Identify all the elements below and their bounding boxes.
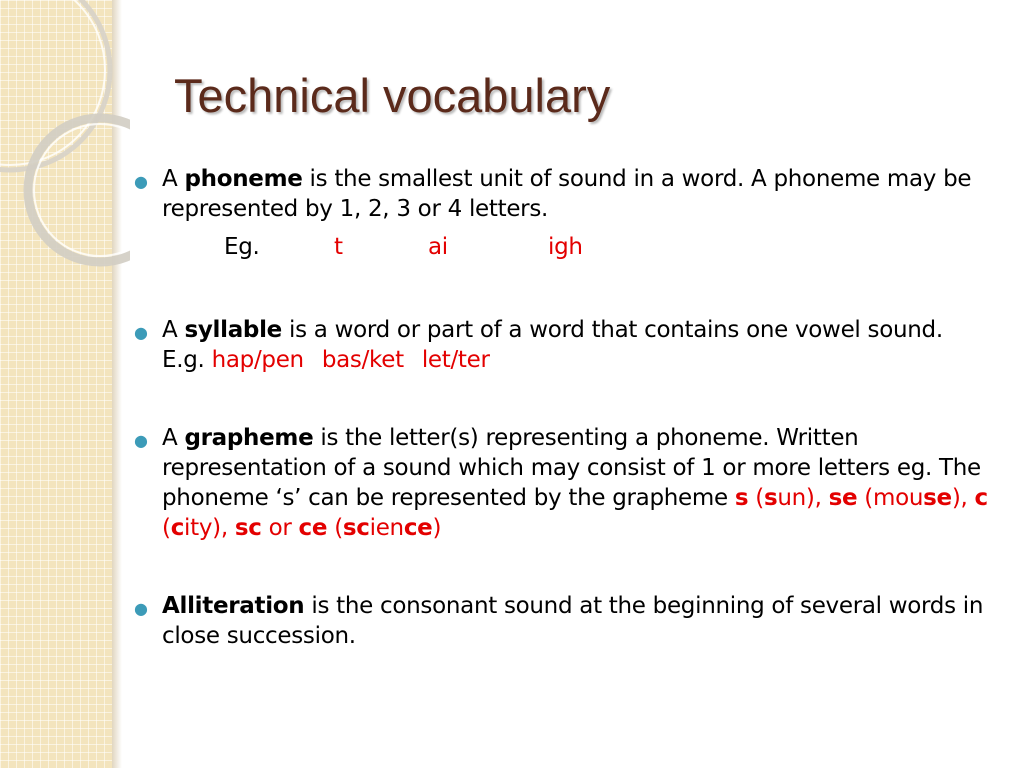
phoneme-example-t: t: [334, 234, 343, 260]
bullet-alliteration: [134, 591, 992, 651]
bullet-list: [134, 164, 992, 651]
bullet-syllable: [134, 315, 992, 375]
term-alliteration: Alliteration: [162, 593, 305, 619]
syllable-example-basket: bas/ket: [321, 347, 404, 373]
grapheme-ce-example-bold-ce: ce: [403, 515, 433, 541]
grapheme-ce: ce: [298, 515, 328, 541]
phoneme-examples: [162, 224, 992, 270]
grapheme-ce-example-open: (: [327, 515, 343, 541]
syllable-example-letter: let/ter: [421, 347, 490, 373]
phoneme-example-igh: igh: [548, 234, 583, 260]
phoneme-example-ai: ai: [428, 234, 448, 260]
bullet-icon: ●: [134, 172, 148, 191]
grapheme-c-example-bold: c: [170, 515, 185, 541]
bullet-prefix: A: [162, 166, 185, 192]
bullet-icon: ●: [134, 431, 148, 450]
grapheme-c-example-open: (: [162, 515, 171, 541]
grapheme-s-example-rest: un),: [777, 485, 829, 511]
bullet-icon: ●: [134, 323, 148, 342]
grapheme-se-example-close: ),: [951, 485, 975, 511]
bullet-phoneme: [134, 164, 992, 270]
grapheme-s-example-open: (: [748, 485, 764, 511]
slide-title: Technical vocabulary: [174, 69, 611, 122]
grapheme-definition: is the letter(s) representing a phoneme. Written representation of a sound which may consist of 1 or more letters eg. The phoneme ‘s’ can be represented by the grapheme: [162, 425, 981, 511]
term-syllable: syllable: [184, 317, 282, 343]
syllable-example-happen: hap/pen: [211, 347, 304, 373]
grapheme-ce-example-close: ): [432, 515, 442, 541]
grapheme-ce-example-mid: ien: [369, 515, 404, 541]
grapheme-sc: sc: [234, 515, 262, 541]
bullet-prefix: A: [162, 317, 185, 343]
grapheme-se: se: [828, 485, 858, 511]
term-phoneme: phoneme: [184, 166, 303, 192]
syllable-definition: is a word or part of a word that contains one vowel sound. E.g.: [162, 317, 943, 373]
phoneme-definition: is the smallest unit of sound in a word. A phoneme may be represented by 1, 2, 3 or 4 letters.: [162, 166, 972, 222]
bullet-icon: ●: [134, 599, 148, 618]
grapheme-c-example-rest: ity),: [184, 515, 235, 541]
term-grapheme: grapheme: [184, 425, 314, 451]
grapheme-se-example-bold: se: [923, 485, 952, 511]
grapheme-or: or: [261, 515, 299, 541]
grapheme-s-example-bold: s: [763, 485, 778, 511]
alliteration-definition: is the consonant sound at the beginning of several words in close succession.: [162, 593, 984, 649]
bullet-grapheme: [134, 423, 992, 543]
decorative-rings-graphic: [0, 0, 130, 300]
example-label: Eg.: [224, 234, 260, 260]
bullet-prefix: A: [162, 425, 185, 451]
grapheme-se-example-open: (mou: [857, 485, 924, 511]
grapheme-ce-example-bold-sc: sc: [342, 515, 370, 541]
grapheme-s: s: [734, 485, 749, 511]
grapheme-c: c: [974, 485, 988, 511]
